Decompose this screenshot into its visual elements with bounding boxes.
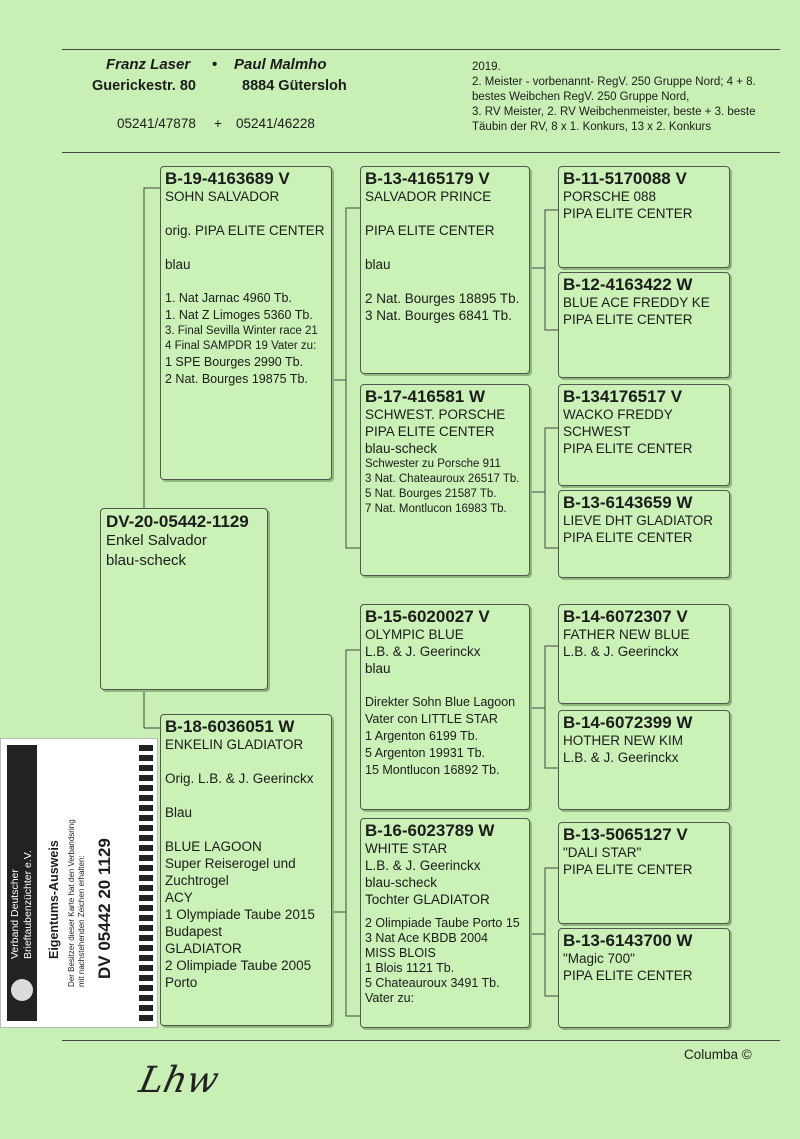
achievement-line: 3. RV Meister, 2. RV Weibchenmeister, beste + 3. beste xyxy=(472,106,756,118)
breeder-street: Guerickestr. 80 xyxy=(92,78,196,94)
ancestor-name: WACKO FREDDY xyxy=(563,407,673,422)
phone-plus: + xyxy=(214,116,222,131)
ancestor-origin: L.B. & J. Geerinckx xyxy=(563,750,679,765)
dam-dam-result: Vater zu: xyxy=(365,991,415,1005)
card-text-rotator xyxy=(1,739,158,1028)
dam-dam-result: 3 Nat Ace KBDB 2004 xyxy=(365,931,488,945)
ownership-card xyxy=(0,738,158,1028)
spacer xyxy=(165,787,327,804)
ancestor-ring-number: B-14-6072399 W xyxy=(563,713,693,732)
spacer xyxy=(365,239,525,256)
dam-dam-result: 1 Blois 1121 Tb. xyxy=(365,961,455,975)
dam-sire-card xyxy=(360,604,530,810)
breeder-city: 8884 Gütersloh xyxy=(242,78,347,94)
dam-dam-result: 5 Chateauroux 3491 Tb. xyxy=(365,976,500,990)
card-org-line-1: Verband Deutscher xyxy=(9,869,21,959)
ancestor-ring-number: B-134176517 V xyxy=(563,387,683,406)
breeder-name-2: Paul Malmho xyxy=(234,56,327,73)
sire-sire-origin: PIPA ELITE CENTER xyxy=(365,223,495,238)
dam-line: 1 Olympiade Taube 2015 xyxy=(165,907,315,922)
sire-card xyxy=(160,166,332,480)
dam-line: BLUE LAGOON xyxy=(165,839,262,854)
ancestor-card-7 xyxy=(558,822,730,924)
dam-card xyxy=(160,714,332,1026)
sire-color: blau xyxy=(165,257,191,272)
sire-result: 1. Nat Z Limoges 5360 Tb. xyxy=(165,308,313,322)
dam-line: Super Reiserogel und xyxy=(165,856,296,871)
owner-signature: Lhw xyxy=(135,1060,223,1101)
dam-sire-result: 5 Argenton 19931 Tb. xyxy=(365,746,486,760)
achievement-line: 2019. xyxy=(472,61,501,73)
ancestor-origin: PIPA ELITE CENTER xyxy=(563,968,693,983)
footer-rule xyxy=(62,1040,780,1041)
spacer xyxy=(165,239,327,256)
sire-result: 4 Final SAMPDR 19 Vater zu: xyxy=(165,340,317,352)
spacer xyxy=(365,908,525,916)
dam-sire-result: Vater con LITTLE STAR xyxy=(365,712,498,726)
dam-dam-parentage: Tochter GLADIATOR xyxy=(365,892,490,907)
dam-dam-color: blau-scheck xyxy=(365,875,438,890)
sire-dam-result: 7 Nat. Montlucon 16983 Tb. xyxy=(365,503,507,515)
ancestor-name: HOTHER NEW KIM xyxy=(563,733,683,748)
spacer xyxy=(365,205,525,222)
subject-pigeon-card xyxy=(100,508,268,690)
card-ring-number: DV 05442 20 1129 xyxy=(95,838,114,979)
phone-2: 05241/46228 xyxy=(236,116,315,131)
subject-ring-number: DV-20-05442-1129 xyxy=(106,512,249,531)
achievement-line: Täubin der RV, 8 x 1. Konkurs, 13 x 2. Konkurs xyxy=(472,121,712,133)
spacer xyxy=(365,273,525,290)
sire-dam-result: 3 Nat. Chateauroux 26517 Tb. xyxy=(365,473,520,485)
spacer xyxy=(165,273,327,290)
dam-dam-origin: L.B. & J. Geerinckx xyxy=(365,858,481,873)
card-fine-print-2: mit nachstehenden Zeichen erhalten: xyxy=(77,855,86,987)
card-org-line-2: Brieftaubenzüchter e.V. xyxy=(22,850,34,959)
spacer xyxy=(365,677,525,694)
sire-sire-result: 2 Nat. Bourges 18895 Tb. xyxy=(365,291,520,306)
ancestor-card-4 xyxy=(558,490,730,578)
breeder-separator: • xyxy=(212,56,218,73)
sire-result: 3. Final Sevilla Winter race 21 xyxy=(165,325,318,337)
dam-sire-result: 15 Montlucon 16892 Tb. xyxy=(365,763,500,777)
ancestor-card-8 xyxy=(558,928,730,1028)
dam-dam-card xyxy=(360,818,530,1028)
spacer xyxy=(165,753,327,770)
sire-origin: orig. PIPA ELITE CENTER xyxy=(165,223,325,238)
ancestor-ring-number: B-13-5065127 V xyxy=(563,825,688,844)
subject-color: blau-scheck xyxy=(106,552,187,569)
achievement-line: 2. Meister - vorbenannt- RegV. 250 Gruppe Nord; 4 + 8. xyxy=(472,76,756,88)
ancestor-origin: PIPA ELITE CENTER xyxy=(563,441,693,456)
ancestor-card-3 xyxy=(558,384,730,486)
dam-line: 2 Olimpiade Taube 2005 xyxy=(165,958,312,973)
ancestor-origin: L.B. & J. Geerinckx xyxy=(563,644,679,659)
ancestor-origin: PIPA ELITE CENTER xyxy=(563,312,693,327)
sire-dam-result: 5 Nat. Bourges 21587 Tb. xyxy=(365,488,497,500)
sire-dam-result: Schwester zu Porsche 911 xyxy=(365,458,501,470)
sire-name: SOHN SALVADOR xyxy=(165,189,280,204)
phone-1: 05241/47878 xyxy=(117,116,196,131)
ancestor-ring-number: B-13-6143659 W xyxy=(563,493,693,512)
dam-dam-result: MISS BLOIS xyxy=(365,946,436,960)
dam-dam-name: WHITE STAR xyxy=(365,841,448,856)
sire-dam-origin: PIPA ELITE CENTER xyxy=(365,424,495,439)
sire-sire-name: SALVADOR PRINCE xyxy=(365,189,492,204)
spacer xyxy=(165,205,327,222)
sire-sire-result: 3 Nat. Bourges 6841 Tb. xyxy=(365,308,512,323)
ancestor-name: "DALI STAR" xyxy=(563,845,642,860)
dam-line: Budapest xyxy=(165,924,223,939)
sire-ring-number: B-19-4163689 V xyxy=(165,169,290,188)
sire-sire-ring-number: B-13-4165179 V xyxy=(365,169,490,188)
dam-line: GLADIATOR xyxy=(165,941,242,956)
ancestor-name: BLUE ACE FREDDY KE xyxy=(563,295,710,310)
ancestor-card-5 xyxy=(558,604,730,704)
ancestor-name: LIEVE DHT GLADIATOR xyxy=(563,513,714,528)
ancestor-ring-number: B-14-6072307 V xyxy=(563,607,688,626)
dam-sire-color: blau xyxy=(365,661,391,676)
ancestor-card-2 xyxy=(558,272,730,378)
dam-sire-name: OLYMPIC BLUE xyxy=(365,627,464,642)
ancestor-name: FATHER NEW BLUE xyxy=(563,627,690,642)
ancestor-origin: PIPA ELITE CENTER xyxy=(563,530,693,545)
dam-name: ENKELIN GLADIATOR xyxy=(165,737,304,752)
ancestor-name: PORSCHE 088 xyxy=(563,189,657,204)
ancestor-ring-number: B-13-6143700 W xyxy=(563,931,693,950)
dam-origin: Orig. L.B. & J. Geerinckx xyxy=(165,771,314,786)
dam-ring-number: B-18-6036051 W xyxy=(165,717,295,736)
sire-sire-color: blau xyxy=(365,257,391,272)
ancestor-ring-number: B-11-5170088 V xyxy=(563,169,687,188)
dam-dam-ring-number: B-16-6023789 W xyxy=(365,821,495,840)
subject-name: Enkel Salvador xyxy=(106,532,207,549)
sire-dam-name: SCHWEST. PORSCHE xyxy=(365,407,506,422)
card-title: Eigentums-Ausweis xyxy=(47,840,61,959)
ancestor-ring-number: B-12-4163422 W xyxy=(563,275,693,294)
dam-line: Zuchtrogel xyxy=(165,873,229,888)
achievement-line: bestes Weibchen RegV. 250 Gruppe Nord, xyxy=(472,91,690,103)
sire-result: 1 SPE Bourges 2990 Tb. xyxy=(165,355,304,369)
dam-sire-ring-number: B-15-6020027 V xyxy=(365,607,490,626)
ancestor-origin: PIPA ELITE CENTER xyxy=(563,862,693,877)
dam-sire-result: Direkter Sohn Blue Lagoon xyxy=(365,695,516,709)
sire-sire-card xyxy=(360,166,530,374)
sire-dam-color: blau-scheck xyxy=(365,441,438,456)
ancestor-card-1 xyxy=(558,166,730,268)
card-fine-print-1: Der Besitzer dieser Karte hat den Verbandsring xyxy=(67,819,76,987)
spacer xyxy=(165,821,327,838)
sire-dam-ring-number: B-17-416581 W xyxy=(365,387,486,406)
ancestor-name: "Magic 700" xyxy=(563,951,635,966)
sire-dam-card xyxy=(360,384,530,576)
ancestor-origin: PIPA ELITE CENTER xyxy=(563,206,693,221)
footer-brand: Columba © xyxy=(684,1047,752,1062)
sire-result: 2 Nat. Bourges 19875 Tb. xyxy=(165,372,308,386)
ancestor-card-6 xyxy=(558,710,730,810)
breeder-name-1: Franz Laser xyxy=(106,56,191,73)
sire-result: 1. Nat Jarnac 4960 Tb. xyxy=(165,291,292,305)
dam-sire-origin: L.B. & J. Geerinckx xyxy=(365,644,481,659)
ancestor-note: SCHWEST xyxy=(563,424,631,439)
dam-line: Porto xyxy=(165,975,198,990)
dam-dam-result: 2 Olimpiade Taube Porto 15 xyxy=(365,916,520,930)
dam-sire-result: 1 Argenton 6199 Tb. xyxy=(365,729,479,743)
dam-line: ACY xyxy=(165,890,193,905)
dam-color: Blau xyxy=(165,805,193,820)
